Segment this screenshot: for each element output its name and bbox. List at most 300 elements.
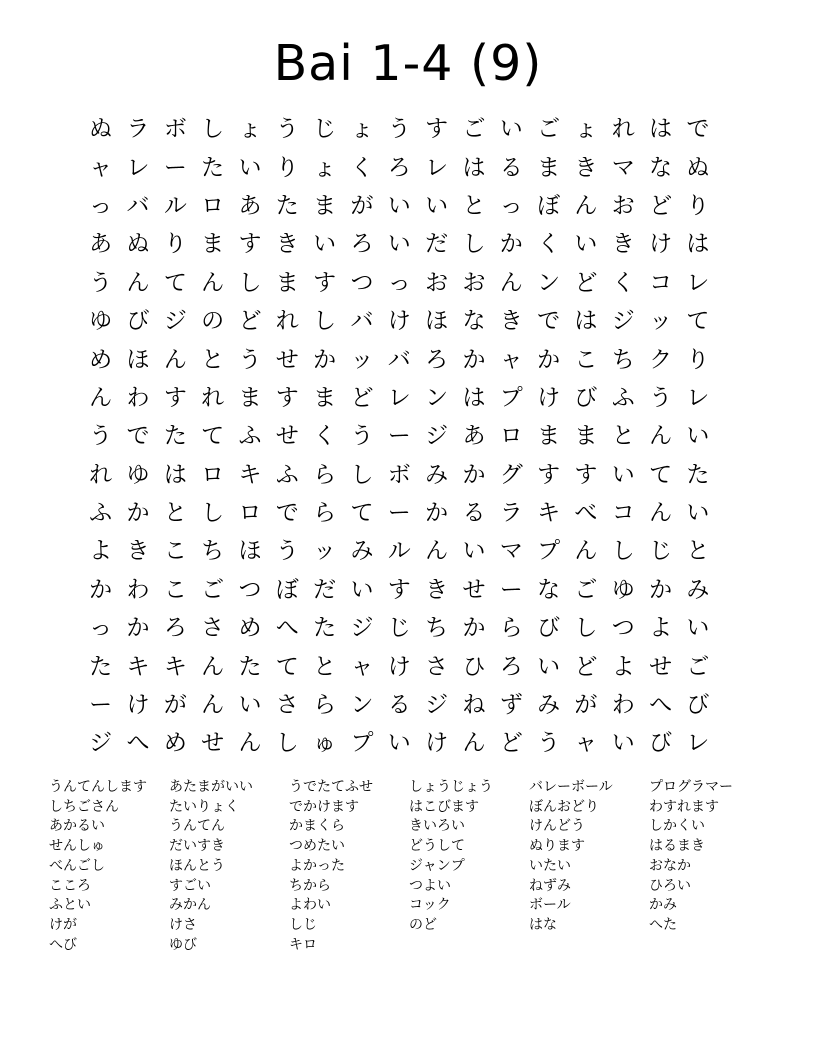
grid-cell[interactable]: ん	[425, 538, 449, 565]
grid-cell[interactable]: た	[686, 461, 710, 488]
word-list-item: つよい	[409, 877, 451, 894]
grid-cell[interactable]: バ	[350, 308, 374, 335]
grid-cell[interactable]: い	[350, 576, 374, 603]
grid-cell[interactable]: は	[163, 461, 187, 488]
grid-cell[interactable]: れ	[611, 116, 635, 143]
grid-cell[interactable]: プ	[537, 538, 561, 565]
grid-cell[interactable]: わ	[126, 576, 150, 603]
grid-cell[interactable]: つ	[350, 269, 374, 296]
grid-cell[interactable]: し	[313, 308, 337, 335]
grid-cell[interactable]: く	[611, 269, 635, 296]
grid-cell[interactable]: す	[574, 461, 598, 488]
grid-cell[interactable]: ご	[537, 116, 561, 143]
grid-cell[interactable]: マ	[499, 538, 523, 565]
grid-cell[interactable]: よ	[649, 615, 673, 642]
grid-cell[interactable]: と	[313, 653, 337, 680]
grid-cell[interactable]: り	[686, 192, 710, 219]
grid-cell[interactable]: ら	[313, 500, 337, 527]
grid-cell[interactable]: ん	[574, 192, 598, 219]
grid-cell[interactable]: レ	[686, 730, 710, 757]
grid-cell[interactable]: い	[686, 615, 710, 642]
grid-cell[interactable]: い	[425, 192, 449, 219]
grid-cell[interactable]: ち	[611, 346, 635, 373]
grid-cell[interactable]: す	[163, 384, 187, 411]
word-column	[289, 778, 409, 955]
grid-cell[interactable]: コ	[649, 269, 673, 296]
grid-cell[interactable]: ょ	[574, 116, 598, 143]
grid-cell[interactable]: ジ	[425, 692, 449, 719]
grid-cell[interactable]: せ	[275, 423, 299, 450]
grid-row	[82, 417, 754, 455]
grid-cell[interactable]: い	[313, 231, 337, 258]
grid-cell[interactable]: ず	[499, 692, 523, 719]
grid-cell[interactable]: ん	[126, 269, 150, 296]
grid-cell[interactable]: わ	[126, 384, 150, 411]
grid-cell[interactable]: す	[425, 116, 449, 143]
grid-cell[interactable]: け	[425, 730, 449, 757]
grid-cell[interactable]: ろ	[425, 346, 449, 373]
grid-cell[interactable]: と	[462, 192, 486, 219]
grid-cell[interactable]: う	[350, 423, 374, 450]
grid-cell[interactable]: ご	[686, 653, 710, 680]
grid-cell[interactable]: ま	[313, 384, 337, 411]
grid-cell[interactable]: ん	[201, 653, 225, 680]
grid-cell[interactable]: い	[387, 231, 411, 258]
grid-cell[interactable]: け	[387, 308, 411, 335]
grid-cell[interactable]: き	[611, 231, 635, 258]
grid-cell[interactable]: ロ	[201, 461, 225, 488]
grid-cell[interactable]: で	[126, 423, 150, 450]
word-list-item: あかるい	[49, 818, 105, 835]
grid-cell[interactable]: じ	[649, 538, 673, 565]
grid-cell[interactable]: て	[686, 308, 710, 335]
word-list	[49, 778, 769, 955]
grid-cell[interactable]: し	[574, 615, 598, 642]
grid-cell[interactable]: ぼ	[275, 576, 299, 603]
grid-cell[interactable]: い	[387, 730, 411, 757]
grid-cell[interactable]: う	[89, 423, 113, 450]
grid-cell[interactable]: あ	[89, 231, 113, 258]
grid-cell[interactable]: ル	[387, 538, 411, 565]
grid-cell[interactable]: す	[275, 384, 299, 411]
grid-cell[interactable]: た	[163, 423, 187, 450]
grid-cell[interactable]: う	[89, 269, 113, 296]
grid-cell[interactable]: ジ	[163, 308, 187, 335]
grid-cell[interactable]: か	[462, 461, 486, 488]
grid-cell[interactable]: ロ	[201, 192, 225, 219]
grid-cell[interactable]: ボ	[387, 461, 411, 488]
grid-cell[interactable]: か	[425, 500, 449, 527]
grid-cell[interactable]: き	[499, 308, 523, 335]
grid-cell[interactable]: ゆ	[611, 576, 635, 603]
grid-cell[interactable]: て	[649, 461, 673, 488]
grid-cell[interactable]: う	[275, 116, 299, 143]
grid-cell[interactable]: ょ	[238, 116, 262, 143]
grid-cell[interactable]: ち	[425, 615, 449, 642]
grid-cell[interactable]: だ	[313, 576, 337, 603]
grid-cell[interactable]: し	[611, 538, 635, 565]
grid-cell[interactable]: お	[611, 192, 635, 219]
grid-cell[interactable]: び	[686, 692, 710, 719]
grid-cell[interactable]: す	[387, 576, 411, 603]
grid-cell[interactable]: ャ	[350, 653, 374, 680]
grid-cell[interactable]: よ	[611, 653, 635, 680]
grid-cell[interactable]: す	[238, 231, 262, 258]
grid-cell[interactable]: ど	[499, 730, 523, 757]
word-list-item: ちから	[289, 877, 331, 894]
grid-cell[interactable]: ふ	[275, 461, 299, 488]
grid-cell[interactable]: ん	[201, 269, 225, 296]
grid-cell[interactable]: い	[238, 692, 262, 719]
grid-cell[interactable]: ー	[163, 154, 187, 181]
grid-cell[interactable]: ぬ	[126, 231, 150, 258]
grid-cell[interactable]: ど	[649, 192, 673, 219]
grid-cell[interactable]: つ	[611, 615, 635, 642]
grid-cell[interactable]: た	[201, 154, 225, 181]
grid-cell[interactable]: っ	[499, 192, 523, 219]
grid-cell[interactable]: は	[574, 308, 598, 335]
grid-cell[interactable]: ま	[574, 423, 598, 450]
grid-cell[interactable]: た	[275, 192, 299, 219]
grid-cell[interactable]: た	[89, 653, 113, 680]
grid-cell[interactable]: い	[686, 423, 710, 450]
grid-cell[interactable]: ど	[350, 384, 374, 411]
grid-cell[interactable]: ャ	[574, 730, 598, 757]
grid-cell[interactable]: い	[574, 231, 598, 258]
grid-cell[interactable]: ぬ	[89, 116, 113, 143]
grid-cell[interactable]: い	[387, 192, 411, 219]
grid-cell[interactable]: い	[611, 730, 635, 757]
grid-cell[interactable]: か	[462, 615, 486, 642]
grid-cell[interactable]: ま	[537, 423, 561, 450]
grid-cell[interactable]: マ	[611, 154, 635, 181]
grid-cell[interactable]: み	[686, 576, 710, 603]
grid-cell[interactable]: ょ	[313, 154, 337, 181]
grid-cell[interactable]: ん	[649, 500, 673, 527]
grid-cell[interactable]: さ	[201, 615, 225, 642]
grid-cell[interactable]: め	[238, 615, 262, 642]
grid-cell[interactable]: ら	[499, 615, 523, 642]
grid-cell[interactable]: せ	[275, 346, 299, 373]
grid-cell[interactable]: き	[425, 576, 449, 603]
grid-cell[interactable]: な	[462, 308, 486, 335]
grid-cell[interactable]: で	[686, 116, 710, 143]
grid-cell[interactable]: ジ	[89, 730, 113, 757]
grid-cell[interactable]: ャ	[499, 346, 523, 373]
grid-cell[interactable]: て	[201, 423, 225, 450]
grid-cell[interactable]: へ	[649, 692, 673, 719]
grid-cell[interactable]: り	[163, 231, 187, 258]
grid-cell[interactable]: る	[462, 500, 486, 527]
word-list-item: よかった	[289, 857, 345, 874]
grid-cell[interactable]: し	[275, 730, 299, 757]
grid-cell[interactable]: う	[387, 116, 411, 143]
grid-cell[interactable]: き	[126, 538, 150, 565]
grid-cell[interactable]: ご	[201, 576, 225, 603]
grid-cell[interactable]: ジ	[425, 423, 449, 450]
grid-cell[interactable]: ひ	[462, 653, 486, 680]
grid-cell[interactable]: ロ	[499, 423, 523, 450]
grid-cell[interactable]: び	[574, 384, 598, 411]
grid-cell[interactable]: ロ	[238, 500, 262, 527]
grid-cell[interactable]: ャ	[89, 154, 113, 181]
grid-cell[interactable]: か	[537, 346, 561, 373]
grid-cell[interactable]: た	[313, 615, 337, 642]
grid-cell[interactable]: コ	[611, 500, 635, 527]
word-column	[649, 778, 769, 955]
grid-cell[interactable]: ほ	[126, 346, 150, 373]
word-list-item: バレーボール	[529, 779, 613, 795]
grid-cell[interactable]: い	[238, 154, 262, 181]
grid-cell[interactable]: あ	[462, 423, 486, 450]
grid-row	[82, 340, 754, 378]
grid-cell[interactable]: な	[649, 154, 673, 181]
grid-cell[interactable]: し	[201, 500, 225, 527]
grid-cell[interactable]: ラ	[126, 116, 150, 143]
grid-cell[interactable]: み	[537, 692, 561, 719]
grid-cell[interactable]: ろ	[499, 653, 523, 680]
grid-cell[interactable]: て	[350, 500, 374, 527]
grid-cell[interactable]: さ	[425, 653, 449, 680]
grid-cell[interactable]: ラ	[499, 500, 523, 527]
grid-cell[interactable]: か	[649, 576, 673, 603]
grid-cell[interactable]: ふ	[89, 500, 113, 527]
grid-cell[interactable]: ろ	[387, 154, 411, 181]
grid-cell[interactable]: け	[387, 653, 411, 680]
grid-cell[interactable]: ご	[462, 116, 486, 143]
grid-cell[interactable]: た	[238, 653, 262, 680]
grid-cell[interactable]: レ	[126, 154, 150, 181]
grid-cell[interactable]: き	[275, 231, 299, 258]
grid-cell[interactable]: か	[126, 615, 150, 642]
grid-cell[interactable]: し	[350, 461, 374, 488]
grid-cell[interactable]: ご	[574, 576, 598, 603]
grid-cell[interactable]: れ	[89, 461, 113, 488]
grid-cell[interactable]: と	[201, 346, 225, 373]
grid-cell[interactable]: い	[537, 653, 561, 680]
grid-cell[interactable]: ン	[350, 692, 374, 719]
grid-cell[interactable]: ろ	[350, 231, 374, 258]
grid-cell[interactable]: ー	[499, 576, 523, 603]
grid-cell[interactable]: キ	[163, 653, 187, 680]
grid-cell[interactable]: レ	[686, 269, 710, 296]
grid-cell[interactable]: が	[574, 692, 598, 719]
grid-cell[interactable]: う	[275, 538, 299, 565]
grid-cell[interactable]: ン	[425, 384, 449, 411]
grid-cell[interactable]: ろ	[163, 615, 187, 642]
grid-cell[interactable]: り	[275, 154, 299, 181]
grid-cell[interactable]: び	[649, 730, 673, 757]
grid-cell[interactable]: ど	[574, 653, 598, 680]
grid-cell[interactable]: ほ	[238, 538, 262, 565]
grid-cell[interactable]: と	[611, 423, 635, 450]
grid-cell[interactable]: す	[313, 269, 337, 296]
grid-cell[interactable]: ん	[163, 346, 187, 373]
grid-cell[interactable]: ん	[499, 269, 523, 296]
grid-cell[interactable]: ー	[387, 423, 411, 450]
grid-cell[interactable]: ん	[462, 730, 486, 757]
grid-cell[interactable]: な	[537, 576, 561, 603]
grid-cell[interactable]: か	[126, 500, 150, 527]
grid-cell[interactable]: ま	[238, 384, 262, 411]
grid-cell[interactable]: っ	[89, 192, 113, 219]
grid-cell[interactable]: ま	[275, 269, 299, 296]
grid-cell[interactable]: ん	[649, 423, 673, 450]
grid-cell[interactable]: れ	[275, 308, 299, 335]
grid-cell[interactable]: い	[462, 538, 486, 565]
grid-cell[interactable]: み	[425, 461, 449, 488]
grid-cell[interactable]: の	[201, 308, 225, 335]
grid-cell[interactable]: っ	[387, 269, 411, 296]
grid-cell[interactable]: レ	[425, 154, 449, 181]
word-column	[409, 778, 529, 955]
grid-cell[interactable]: ふ	[611, 384, 635, 411]
grid-cell[interactable]: レ	[686, 384, 710, 411]
grid-cell[interactable]: ッ	[649, 308, 673, 335]
grid-cell[interactable]: へ	[275, 615, 299, 642]
grid-cell[interactable]: と	[163, 500, 187, 527]
grid-cell[interactable]: ょ	[350, 116, 374, 143]
grid-cell[interactable]: ん	[201, 692, 225, 719]
grid-cell[interactable]: こ	[163, 538, 187, 565]
grid-cell[interactable]: ッ	[313, 538, 337, 565]
grid-cell[interactable]: で	[537, 308, 561, 335]
grid-cell[interactable]: く	[313, 423, 337, 450]
grid-cell[interactable]: っ	[89, 615, 113, 642]
grid-cell[interactable]: て	[275, 653, 299, 680]
grid-cell[interactable]: る	[387, 692, 411, 719]
grid-cell[interactable]: せ	[649, 653, 673, 680]
grid-cell[interactable]: び	[126, 308, 150, 335]
grid-cell[interactable]: ル	[163, 192, 187, 219]
grid-cell[interactable]: ぬ	[686, 154, 710, 181]
grid-cell[interactable]: れ	[201, 384, 225, 411]
grid-cell[interactable]: ほ	[425, 308, 449, 335]
grid-cell[interactable]: わ	[611, 692, 635, 719]
grid-cell[interactable]: ま	[201, 231, 225, 258]
grid-cell[interactable]: よ	[89, 538, 113, 565]
grid-cell[interactable]: レ	[387, 384, 411, 411]
grid-cell[interactable]: さ	[275, 692, 299, 719]
grid-cell[interactable]: ゆ	[126, 461, 150, 488]
grid-cell[interactable]: か	[499, 231, 523, 258]
grid-cell[interactable]: つ	[238, 576, 262, 603]
grid-cell[interactable]: び	[537, 615, 561, 642]
grid-cell[interactable]: ら	[313, 461, 337, 488]
grid-cell[interactable]: ぼ	[537, 192, 561, 219]
grid-cell[interactable]: り	[686, 346, 710, 373]
grid-cell[interactable]: み	[350, 538, 374, 565]
grid-cell[interactable]: か	[313, 346, 337, 373]
grid-cell[interactable]: キ	[537, 500, 561, 527]
grid-cell[interactable]: う	[537, 730, 561, 757]
grid-cell[interactable]: あ	[238, 192, 262, 219]
grid-cell[interactable]: せ	[201, 730, 225, 757]
grid-cell[interactable]: う	[238, 346, 262, 373]
grid-cell[interactable]: べ	[574, 500, 598, 527]
grid-cell[interactable]: ッ	[350, 346, 374, 373]
grid-cell[interactable]: ま	[313, 192, 337, 219]
grid-cell[interactable]: ね	[462, 692, 486, 719]
grid-cell[interactable]: ジ	[611, 308, 635, 335]
grid-cell[interactable]: ゆ	[89, 308, 113, 335]
grid-cell[interactable]: じ	[387, 615, 411, 642]
grid-cell[interactable]: て	[163, 269, 187, 296]
grid-cell[interactable]: プ	[499, 384, 523, 411]
grid-cell[interactable]: ふ	[238, 423, 262, 450]
grid-cell[interactable]: ま	[537, 154, 561, 181]
grid-cell[interactable]: と	[686, 538, 710, 565]
grid-cell[interactable]: せ	[462, 576, 486, 603]
grid-cell[interactable]: バ	[387, 346, 411, 373]
grid-cell[interactable]: キ	[126, 653, 150, 680]
grid-cell[interactable]: め	[163, 730, 187, 757]
grid-cell[interactable]: き	[574, 154, 598, 181]
grid-cell[interactable]: ク	[649, 346, 673, 373]
grid-cell[interactable]: お	[462, 269, 486, 296]
grid-cell[interactable]: め	[89, 346, 113, 373]
grid-cell[interactable]: ー	[89, 692, 113, 719]
grid-cell[interactable]: へ	[126, 730, 150, 757]
grid-cell[interactable]: で	[275, 500, 299, 527]
grid-cell[interactable]: ん	[574, 538, 598, 565]
grid-cell[interactable]: こ	[163, 576, 187, 603]
grid-cell[interactable]: ら	[313, 692, 337, 719]
grid-cell[interactable]: る	[499, 154, 523, 181]
grid-cell[interactable]: ん	[89, 384, 113, 411]
grid-cell[interactable]: く	[537, 231, 561, 258]
grid-cell[interactable]: か	[462, 346, 486, 373]
grid-cell[interactable]: う	[649, 384, 673, 411]
grid-cell[interactable]: は	[462, 154, 486, 181]
grid-cell[interactable]: い	[611, 461, 635, 488]
grid-cell[interactable]: グ	[499, 461, 523, 488]
grid-cell[interactable]: け	[537, 384, 561, 411]
grid-cell[interactable]: ジ	[350, 615, 374, 642]
grid-cell[interactable]: こ	[574, 346, 598, 373]
grid-cell[interactable]: か	[89, 576, 113, 603]
grid-cell[interactable]: ち	[201, 538, 225, 565]
grid-cell[interactable]: ん	[238, 730, 262, 757]
grid-cell[interactable]: キ	[238, 461, 262, 488]
grid-cell[interactable]: す	[537, 461, 561, 488]
grid-cell[interactable]: ど	[574, 269, 598, 296]
grid-cell[interactable]: ゅ	[313, 730, 337, 757]
grid-cell[interactable]: し	[201, 116, 225, 143]
grid-cell[interactable]: い	[499, 116, 523, 143]
grid-cell[interactable]: プ	[350, 730, 374, 757]
grid-cell[interactable]: が	[350, 192, 374, 219]
grid-cell[interactable]: け	[649, 231, 673, 258]
grid-cell[interactable]: だ	[425, 231, 449, 258]
grid-cell[interactable]: し	[462, 231, 486, 258]
grid-cell[interactable]: が	[163, 692, 187, 719]
grid-cell[interactable]: お	[425, 269, 449, 296]
grid-cell[interactable]: ボ	[163, 116, 187, 143]
grid-cell[interactable]: バ	[126, 192, 150, 219]
grid-cell[interactable]: い	[686, 500, 710, 527]
grid-cell[interactable]: し	[238, 269, 262, 296]
grid-cell[interactable]: け	[126, 692, 150, 719]
grid-cell[interactable]: ど	[238, 308, 262, 335]
grid-cell[interactable]: ー	[387, 500, 411, 527]
grid-cell[interactable]: く	[350, 154, 374, 181]
grid-cell[interactable]: は	[686, 231, 710, 258]
grid-cell[interactable]: ン	[537, 269, 561, 296]
grid-cell[interactable]: は	[649, 116, 673, 143]
grid-cell[interactable]: は	[462, 384, 486, 411]
grid-cell[interactable]: じ	[313, 116, 337, 143]
